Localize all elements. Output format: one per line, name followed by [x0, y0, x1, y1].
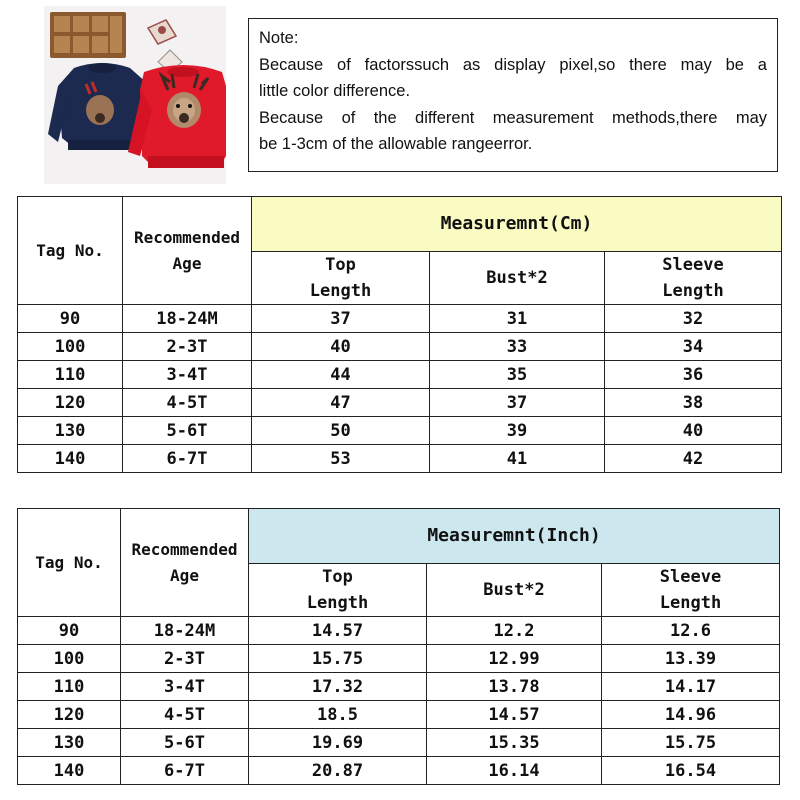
age-header-line: Age: [170, 565, 199, 585]
age-cell: 2-3T: [121, 645, 249, 673]
top-length-cell: 18.5: [249, 701, 427, 729]
age-cell: 4-5T: [121, 701, 249, 729]
top-length-line: Length: [306, 593, 369, 613]
sleeve-length-header: [602, 564, 780, 617]
sleeve-length-cell: 38: [605, 389, 782, 417]
top-length-cell: 20.87: [249, 757, 427, 785]
bust-header: Bust*2: [427, 564, 602, 617]
age-cell: 4-5T: [123, 389, 252, 417]
bust-cell: 37: [430, 389, 605, 417]
top-length-cell: 47: [252, 389, 430, 417]
sleeve-length-cell: 14.96: [602, 701, 780, 729]
note-title: Note:: [259, 29, 299, 47]
inch-rows: [18, 617, 780, 785]
table-row: [18, 757, 780, 785]
note-box: [248, 18, 778, 172]
tag-no-cell: 120: [18, 389, 123, 417]
age-cell: 5-6T: [123, 417, 252, 445]
sleeve-length-line: Sleeve: [659, 567, 722, 587]
age-cell: 18-24M: [121, 617, 249, 645]
age-cell: 3-4T: [123, 361, 252, 389]
table-row: [18, 305, 782, 333]
tag-no-cell: 100: [18, 645, 121, 673]
tag-no-cell: 140: [18, 445, 123, 473]
tag-no-cell: 130: [18, 729, 121, 757]
age-header-line: Recommended: [134, 227, 240, 247]
age-header-line: Recommended: [131, 539, 238, 559]
bust-header: Bust*2: [430, 252, 605, 305]
top-length-cell: 19.69: [249, 729, 427, 757]
top-length-header: [249, 564, 427, 617]
top-length-cell: 14.57: [249, 617, 427, 645]
top-length-header: [252, 252, 430, 305]
bust-cell: 14.57: [427, 701, 602, 729]
table-row: [18, 333, 782, 361]
age-cell: 6-7T: [121, 757, 249, 785]
recommended-age-header: [123, 197, 252, 305]
size-chart-cm: [17, 196, 782, 473]
sleeve-length-cell: 32: [605, 305, 782, 333]
sleeve-length-line: Length: [662, 281, 724, 301]
sleeve-length-cell: 40: [605, 417, 782, 445]
age-cell: 6-7T: [123, 445, 252, 473]
bust-cell: 39: [430, 417, 605, 445]
age-cell: 5-6T: [121, 729, 249, 757]
bust-cell: 41: [430, 445, 605, 473]
sleeve-length-cell: 14.17: [602, 673, 780, 701]
sleeve-length-cell: 13.39: [602, 645, 780, 673]
top-length-line: Length: [309, 281, 372, 301]
sleeve-length-cell: 16.54: [602, 757, 780, 785]
table-row: [18, 617, 780, 645]
tag-no-header: Tag No.: [18, 509, 121, 617]
sleeve-length-cell: 34: [605, 333, 782, 361]
tag-no-cell: 90: [18, 617, 121, 645]
table-row: [18, 701, 780, 729]
bust-cell: 12.2: [427, 617, 602, 645]
tag-no-cell: 90: [18, 305, 123, 333]
product-photo-illustration: [44, 6, 226, 184]
sleeve-length-line: Sleeve: [662, 255, 724, 275]
table-row: [18, 645, 780, 673]
top-length-cell: 37: [252, 305, 430, 333]
sleeve-length-cell: 36: [605, 361, 782, 389]
tag-no-cell: 110: [18, 361, 123, 389]
top-length-cell: 17.32: [249, 673, 427, 701]
reindeer-sweater-red-icon: [128, 65, 226, 168]
tag-no-cell: 120: [18, 701, 121, 729]
top-length-cell: 44: [252, 361, 430, 389]
top-length-cell: 40: [252, 333, 430, 361]
size-chart-inch: [17, 508, 780, 785]
measurement-header: Measuremnt(Cm): [252, 197, 782, 252]
measurement-header: Measuremnt(Inch): [249, 509, 780, 564]
bust-cell: 12.99: [427, 645, 602, 673]
age-cell: 18-24M: [123, 305, 252, 333]
bust-cell: 31: [430, 305, 605, 333]
recommended-age-header: [121, 509, 249, 617]
age-cell: 2-3T: [123, 333, 252, 361]
note-line: Because of the different measurement methods,there may: [259, 108, 767, 127]
top-length-cell: 15.75: [249, 645, 427, 673]
bust-cell: 33: [430, 333, 605, 361]
tag-no-cell: 110: [18, 673, 121, 701]
sleeve-length-cell: 15.75: [602, 729, 780, 757]
top-length-cell: 53: [252, 445, 430, 473]
table-row: [18, 445, 782, 473]
wooden-tray-icon: [50, 12, 126, 58]
table-row: [18, 729, 780, 757]
sleeve-length-header: [605, 252, 782, 305]
tag-no-cell: 140: [18, 757, 121, 785]
note-line: little color difference.: [259, 82, 411, 100]
table-row: [18, 389, 782, 417]
bust-cell: 35: [430, 361, 605, 389]
table-row: [18, 361, 782, 389]
note-line: Because of factorssuch as display pixel,so there may be a: [259, 55, 767, 74]
top-length-line: Top: [322, 567, 353, 587]
cm-rows: [18, 305, 782, 473]
table-row: [18, 417, 782, 445]
tag-no-cell: 100: [18, 333, 123, 361]
product-photo: [44, 6, 226, 184]
top-length-line: Top: [325, 255, 356, 275]
bust-cell: 15.35: [427, 729, 602, 757]
top-length-cell: 50: [252, 417, 430, 445]
age-cell: 3-4T: [121, 673, 249, 701]
sleeve-length-cell: 42: [605, 445, 782, 473]
bust-cell: 13.78: [427, 673, 602, 701]
table-row: [18, 673, 780, 701]
sleeve-length-cell: 12.6: [602, 617, 780, 645]
tag-no-header: Tag No.: [18, 197, 123, 305]
sleeve-length-line: Length: [659, 593, 722, 613]
note-line: be 1-3cm of the allowable rangeerror.: [259, 135, 533, 153]
age-header-line: Age: [172, 253, 202, 273]
bust-cell: 16.14: [427, 757, 602, 785]
tag-no-cell: 130: [18, 417, 123, 445]
